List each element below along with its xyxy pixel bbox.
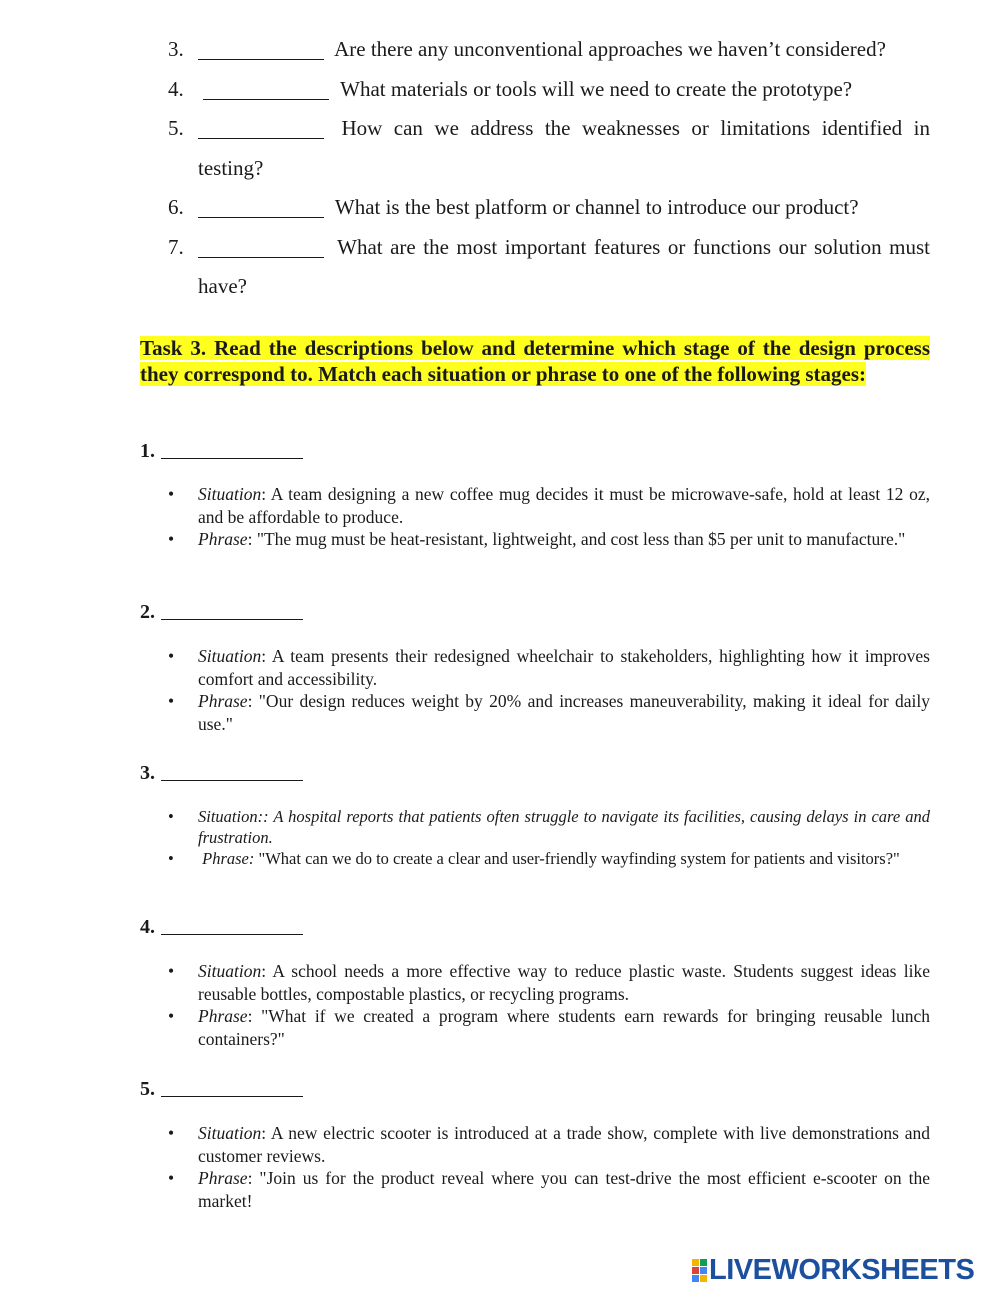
question-item [0,70,1000,110]
question-text: How can we address the weaknesses or limitations identified in testing? [198,116,930,180]
situation-bullet [140,483,930,528]
situation-bullet [140,960,930,1005]
item-number: 3. [140,762,155,784]
bullet-icon: • [168,807,174,826]
item-heading [140,1076,303,1101]
question-number: 6. [168,195,184,219]
question-number: 3. [168,37,184,61]
answer-blank[interactable] [198,231,324,258]
item-number: 5. [140,1078,155,1100]
situation-label: Situation [198,646,262,666]
stage-answer-blank[interactable] [161,914,303,935]
question-item [0,30,1000,70]
phrase-text: : "What if we created a program where students earn rewards for bringing reusable lunch containers?" [198,1006,930,1049]
item-bullets [140,1122,930,1212]
phrase-text: : "Our design reduces weight by 20% and increases maneuverability, making it ideal for daily use." [198,691,930,734]
liveworksheets-logo[interactable] [692,1254,974,1286]
answer-blank[interactable] [203,73,329,100]
phrase-label: Phrase [198,529,248,549]
situation-label: Situation [198,484,262,504]
stage-answer-blank[interactable] [161,760,303,781]
bullet-icon: • [168,1123,175,1143]
bullet-icon: • [168,961,175,981]
item-bullets [140,806,930,869]
phrase-bullet [140,848,930,869]
item-number: 1. [140,440,155,462]
stage-answer-blank[interactable] [161,438,303,459]
logo-text: LIVEWORKSHEETS [709,1253,975,1286]
situation-text: : A team designing a new coffee mug decides it must be microwave-safe, hold at least 12 oz, and be affordable to produce. [198,484,930,527]
situation-bullet [140,645,930,690]
item-bullets [140,483,930,551]
situation-label: Situation [198,961,262,981]
phrase-text: : "Join us for the product reveal where you can test-drive the most efficient e-scooter on the market! [198,1168,930,1211]
question-list [0,30,1000,307]
task-heading [140,335,930,387]
situation-text: : A school needs a more effective way to reduce plastic waste. Students suggest ideas like reusable bottles, compostable plastics, or recycling programs. [198,961,930,1004]
stage-answer-blank[interactable] [161,1076,303,1097]
bullet-icon: • [168,849,174,868]
question-text: What are the most important features or functions our solution must have? [198,234,930,298]
phrase-bullet [140,1005,930,1050]
answer-blank[interactable] [198,112,324,139]
phrase-bullet [140,690,930,735]
stage-answer-blank[interactable] [161,599,303,620]
phrase-bullet [140,1167,930,1212]
bullet-icon: • [168,1168,175,1188]
question-number: 7. [168,234,184,259]
question-number: 4. [168,76,184,101]
bullet-icon: • [168,646,175,666]
bullet-icon: • [168,484,175,504]
situation-label: Situation: [198,807,264,826]
question-item [0,188,1000,228]
bullet-icon: • [168,529,175,549]
situation-label: Situation [198,1123,262,1143]
answer-blank[interactable] [198,33,324,60]
item-number: 2. [140,601,155,623]
phrase-text: : "The mug must be heat-resistant, lightweight, and cost less than $5 per unit to manufacture." [247,529,906,549]
item-heading [140,914,303,939]
phrase-label: Phrase [198,691,248,711]
phrase-label: Phrase [198,1006,248,1026]
situation-text: : A hospital reports that patients often struggle to navigate its facilities, causing delays in care and frustration. [198,807,930,847]
question-item [0,109,1000,188]
answer-blank[interactable] [198,191,324,218]
item-heading [140,760,303,785]
logo-mark-icon [692,1259,707,1282]
phrase-label: Phrase [198,1168,248,1188]
question-number: 5. [168,116,184,140]
situation-text: : A new electric scooter is introduced at a trade show, complete with live demonstrations and customer reviews. [198,1123,930,1166]
item-number: 4. [140,916,155,938]
item-bullets [140,645,930,735]
item-bullets [140,960,930,1050]
task-text: Task 3. Read the descriptions below and determine which stage of the design process they correspond to. Match each situation or phrase to one of the following stages: [140,336,930,386]
bullet-icon: • [168,1006,175,1026]
item-heading [140,438,303,463]
phrase-label: Phrase: [202,849,255,868]
question-text: What materials or tools will we need to create the prototype? [340,76,853,101]
question-item [0,228,1000,307]
question-text: What is the best platform or channel to introduce our product? [334,195,859,219]
bullet-icon: • [168,691,175,711]
phrase-bullet [140,528,930,551]
situation-text: : A team presents their redesigned wheelchair to stakeholders, highlighting how it improves comfort and accessibility. [198,646,930,689]
phrase-text: "What can we do to create a clear and user-friendly wayfinding system for patients and visitors?" [254,849,900,868]
situation-bullet [140,1122,930,1167]
question-text: Are there any unconventional approaches we haven’t considered? [334,37,886,61]
situation-bullet [140,806,930,848]
item-heading [140,599,303,624]
